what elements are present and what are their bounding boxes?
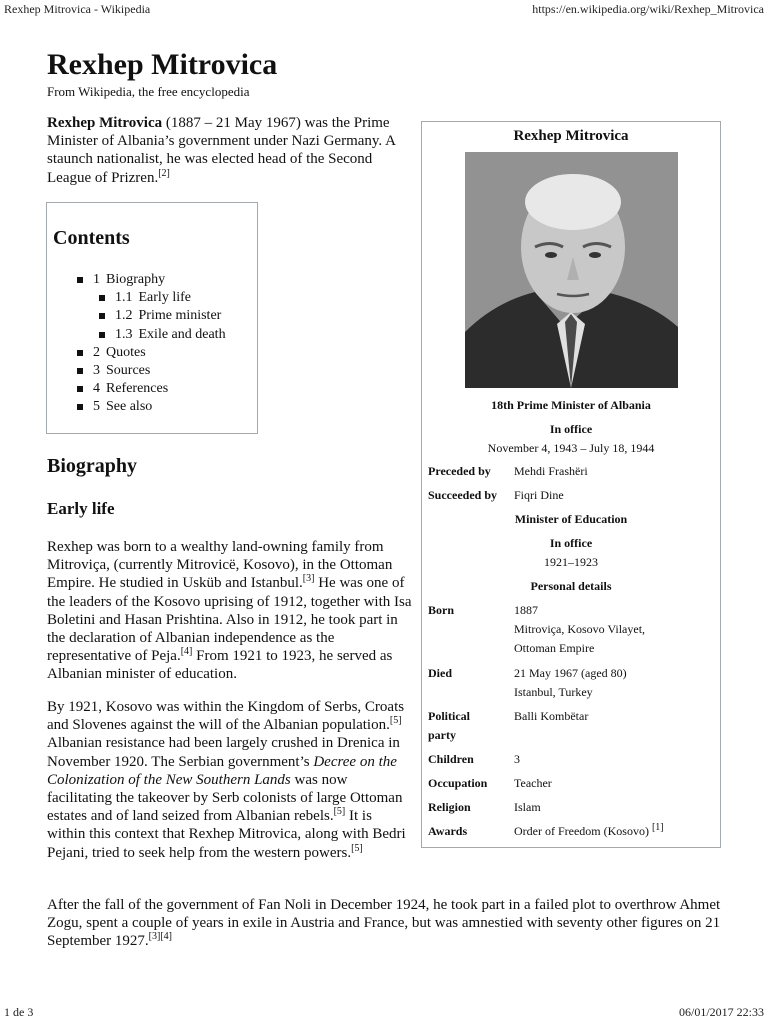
toc-title: Contents	[53, 227, 130, 249]
infobox-label: Preceded by	[428, 464, 491, 478]
toc-item-sources[interactable]: 3 Sources	[77, 362, 226, 380]
infobox-died-place[interactable]: Istanbul, Turkey	[514, 685, 593, 699]
early-life-paragraph-2: By 1921, Kosovo was within the Kingdom of Serbs, Croats and Slovenes against the will of the Albanian population.[5] Albanian resistance had been largely crushed in Drenica in November 1920. The Serbian government’s Decree on the Colonization of the New Southern Lands was now facilitating the takeover by Serb colonists of large Ottoman estates and of land seized from Albanian rebels.[5] It is within this context that Rexhep Mitrovica, along with Bedri Pejani, tried to seek help from the western powers.[5]	[47, 699, 406, 861]
reference-link[interactable]: [5]	[389, 715, 402, 727]
infobox-label: Religion	[428, 800, 471, 814]
toc-item-quotes[interactable]: 2 Quotes	[77, 344, 226, 362]
decree-title: Decree on the Colonization of the New Southern Lands	[47, 753, 397, 788]
infobox-died-date: 21 May 1967 (aged 80)	[514, 666, 627, 680]
bullet-icon	[77, 277, 83, 283]
print-footer-date: 06/01/2017 22:33	[678, 1005, 764, 1019]
reference-link[interactable]: [3]	[302, 573, 315, 585]
infobox-label: Occupation	[428, 776, 488, 790]
reference-link[interactable]: [1]	[651, 822, 664, 833]
infobox-religion[interactable]: Islam	[514, 800, 541, 814]
bullet-icon	[99, 313, 105, 319]
infobox-born-place[interactable]: Mitroviça, Kosovo Vilayet,	[514, 622, 646, 636]
toc-item-exile-and-death[interactable]: 1.3 Exile and death	[77, 326, 226, 344]
toc-item-prime-minister[interactable]: 1.2 Prime minister	[77, 307, 226, 325]
infobox-label: party	[428, 728, 456, 742]
infobox-office-term: November 4, 1943 – July 18, 1944	[487, 441, 655, 455]
infobox-in-office-label: In office	[549, 422, 593, 436]
toc-item-see-also[interactable]: 5 See also	[77, 398, 226, 416]
intro-paragraph: Rexhep Mitrovica (1887 – 21 May 1967) was the Prime Minister of Albania’s government under Nazi Germany. A staunch nationalist, he was elected head of the Second League of Prizren.[2]	[47, 115, 396, 186]
infobox-preceded-by[interactable]: Mehdi Frashëri	[514, 464, 588, 478]
infobox-label: Children	[428, 752, 474, 766]
infobox-party[interactable]: Balli Kombëtar	[514, 709, 589, 723]
bullet-icon	[77, 404, 83, 410]
toc-item-biography[interactable]: 1 Biography	[77, 271, 226, 289]
bullet-icon	[99, 332, 105, 338]
section-heading-early-life: Early life	[47, 499, 115, 518]
reference-link[interactable]: [2]	[158, 167, 170, 179]
bullet-icon	[77, 350, 83, 356]
reference-link[interactable]: [5]	[351, 842, 363, 854]
infobox-born-place[interactable]: Ottoman Empire	[514, 641, 595, 655]
print-header-url: https://en.wikipedia.org/wiki/Rexhep_Mitrovica	[532, 2, 764, 16]
bullet-icon	[99, 295, 105, 301]
infobox-succeeded-by[interactable]: Fiqri Dine	[514, 488, 564, 502]
infobox-in-office-label: In office	[549, 536, 593, 550]
bullet-icon	[77, 368, 83, 374]
early-life-paragraph-1: Rexhep was born to a wealthy land-owning family from Mitroviça, (currently Mitrovicë, Kosovo), in the Ottoman Empire. He studied in Usküb and Istanbul.[3] He was one of the leaders of the Kosovo uprising of 1912, together with Isa Boletini and Hasan Prishtina. Also in 1912, he took part in the declaration of Albanian independence as the representative of Peja.[4] From 1921 to 1923, he served as Albanian minister of education.	[47, 539, 412, 683]
page-subtitle: From Wikipedia, the free encyclopedia	[47, 84, 250, 99]
infobox-label: Born	[428, 603, 455, 617]
section-heading-biography: Biography	[47, 455, 138, 477]
infobox-label: Awards	[428, 824, 468, 838]
infobox-label: Succeeded by	[428, 488, 497, 502]
reference-link[interactable]: [5]	[333, 806, 346, 818]
infobox-label: Political	[428, 709, 470, 723]
reference-link[interactable]: [3][4]	[148, 931, 172, 943]
toc-item-early-life[interactable]: 1.1 Early life	[77, 289, 226, 307]
reference-link[interactable]: [4]	[180, 646, 193, 658]
portrait-photo	[465, 152, 678, 388]
infobox-born-year: 1887	[514, 603, 538, 617]
infobox-office-term: 1921–1923	[544, 555, 598, 569]
infobox-occupation: Teacher	[514, 776, 552, 790]
infobox-children: 3	[514, 752, 520, 766]
infobox-office-title: Minister of Education	[514, 512, 628, 526]
print-footer-page: 1 de 3	[4, 1005, 34, 1019]
page-title: Rexhep Mitrovica	[47, 48, 278, 81]
infobox-label: Died	[428, 666, 452, 680]
infobox-section-personal: Personal details	[530, 579, 612, 593]
early-life-paragraph-3: After the fall of the government of Fan Noli in December 1924, he took part in a failed plot to overthrow Ahmet Zogu, spent a couple of years in exile in Austria and France, but was amnestied with seventy other figures on 21 September 1927.[3][4]	[47, 897, 721, 950]
infobox-caption: Rexhep Mitrovica	[513, 128, 629, 144]
infobox	[421, 121, 721, 848]
table-of-contents	[46, 202, 258, 434]
toc-list	[77, 271, 226, 417]
intro-subject: Rexhep Mitrovica	[47, 115, 163, 131]
infobox-office-title: 18th Prime Minister of Albania	[491, 398, 651, 412]
infobox-awards: Order of Freedom (Kosovo) [1]	[514, 822, 664, 838]
bullet-icon	[77, 386, 83, 392]
toc-item-references[interactable]: 4 References	[77, 380, 226, 398]
print-header-title: Rexhep Mitrovica - Wikipedia	[4, 2, 151, 16]
